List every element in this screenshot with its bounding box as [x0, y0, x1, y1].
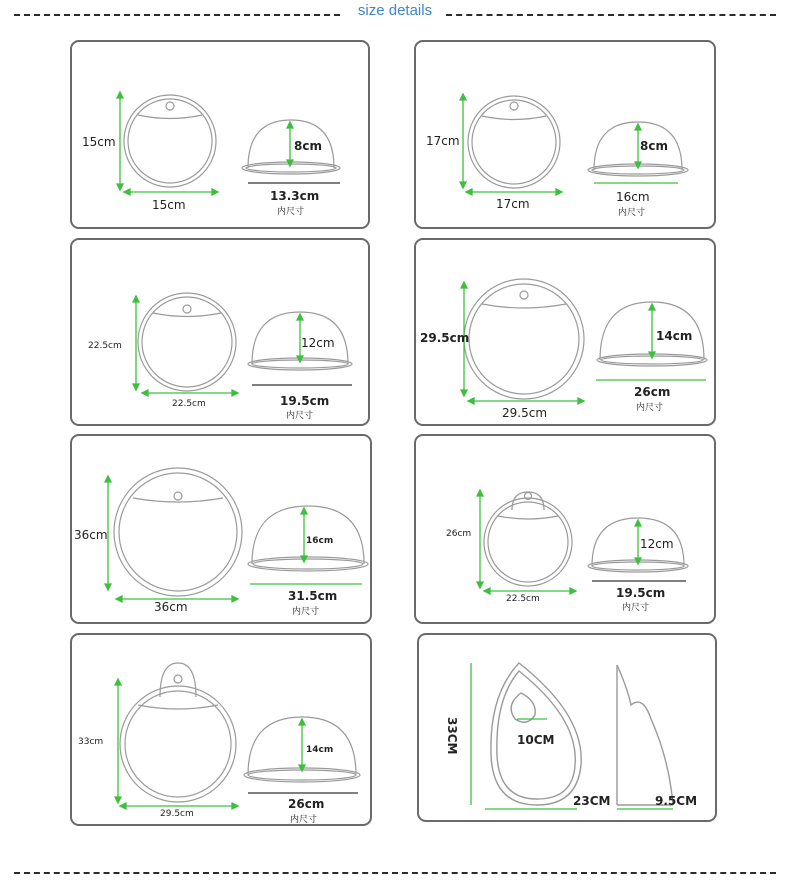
panel-height-label: 17cm [426, 134, 460, 148]
size-panel-17cm [414, 40, 716, 229]
panel-width-label: 17cm [496, 197, 530, 211]
inner-size-label: 内尺寸 [622, 603, 650, 613]
panel-depth-label: 9.5CM [655, 794, 698, 808]
size-panel-33cm [70, 633, 372, 826]
panel-illustration [72, 635, 372, 826]
size-panel-drop-shape [417, 633, 717, 822]
panel-illustration [72, 42, 370, 229]
dome-width-label: 26cm [288, 797, 325, 811]
size-panel-29-5cm [414, 238, 716, 426]
header-divider-right [446, 14, 776, 16]
page-title: size details [357, 2, 433, 19]
panel-width-label: 15cm [152, 198, 186, 212]
size-panel-22-5cm [70, 238, 370, 426]
inner-size-label: 内尺寸 [636, 403, 664, 413]
dome-height-label: 8cm [294, 139, 322, 153]
dome-height-label: 14cm [306, 745, 334, 755]
hole-size-label: 10CM [517, 733, 555, 747]
panel-height-label: 15cm [82, 135, 116, 149]
panel-height-label: 33cm [78, 737, 104, 747]
panel-width-label: 22.5cm [172, 399, 206, 409]
size-panel-26cm [414, 434, 716, 624]
dome-height-label: 12cm [301, 336, 335, 350]
dome-width-label: 26cm [634, 385, 671, 399]
panel-height-label: 33CM [445, 717, 459, 755]
inner-size-label: 内尺寸 [292, 607, 320, 617]
panel-height-label: 22.5cm [88, 341, 122, 351]
panel-height-label: 29.5cm [420, 331, 470, 345]
dome-width-label: 13.3cm [270, 189, 320, 203]
dome-height-label: 16cm [306, 536, 334, 546]
dome-width-label: 31.5cm [288, 589, 338, 603]
footer-divider [14, 872, 776, 874]
dome-height-label: 8cm [640, 139, 668, 153]
inner-size-label: 内尺寸 [618, 208, 646, 218]
inner-size-label: 内尺寸 [277, 207, 305, 217]
panel-width-label: 22.5cm [506, 594, 540, 604]
inner-size-label: 内尺寸 [290, 815, 318, 825]
panel-width-label: 36cm [154, 600, 188, 614]
panel-height-label: 36cm [74, 528, 108, 542]
dome-width-label: 16cm [616, 190, 650, 204]
dome-width-label: 19.5cm [280, 394, 330, 408]
size-panel-15cm [70, 40, 370, 229]
panel-width-label: 23CM [573, 794, 611, 808]
dome-height-label: 14cm [656, 329, 693, 343]
dome-height-label: 12cm [640, 537, 674, 551]
panel-width-label: 29.5cm [502, 406, 548, 420]
dome-width-label: 19.5cm [616, 586, 666, 600]
size-panel-36cm [70, 434, 372, 624]
panel-width-label: 29.5cm [160, 809, 194, 819]
header-divider-left [14, 14, 340, 16]
inner-size-label: 内尺寸 [286, 411, 314, 421]
panel-height-label: 26cm [446, 529, 472, 539]
panel-illustration [416, 42, 716, 229]
